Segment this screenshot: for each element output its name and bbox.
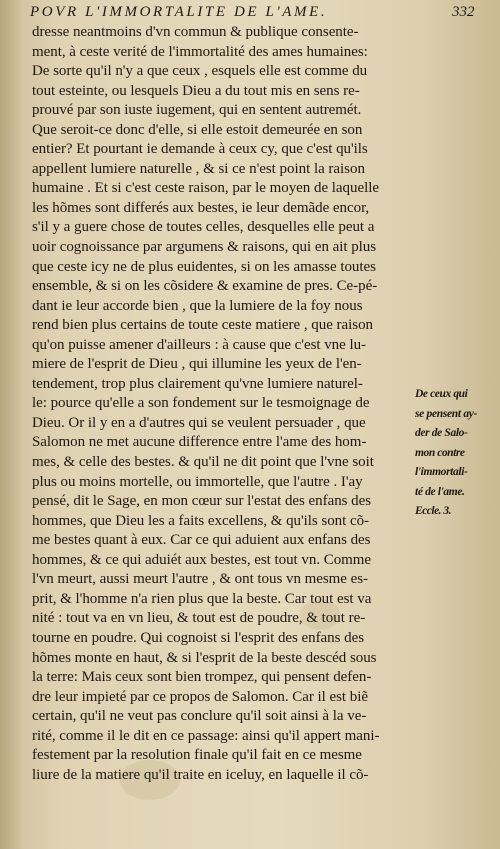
text-line: miere de l'esprit de Dieu , qui illumine les yeux de l'en- [32,356,362,373]
margin-note-line: De ceux qui [415,388,468,400]
text-line: dre leur impieté par ce propos de Salomon. Car il est biẽ [32,688,368,705]
text-line: liure de la matiere qu'il traite en iceluy, en laquelle il cõ- [32,766,369,783]
margin-note-line: mon contre [415,446,465,459]
margin-note-line: se pensent ay- [415,407,478,420]
text-line: prit, & l'homme n'a rien plus que la beste. Car tout est va [32,590,372,607]
gutter-shadow [0,0,22,849]
text-line: rité, comme il le dit en ce passage: ainsi qu'il appert mani- [32,727,380,744]
text-line: dant ie leur accorde bien , que la lumiere de la foy nous [32,297,363,314]
text-line: appellent lumiere naturelle , & si ce n'est point la raison [32,160,365,177]
text-line: que ceste icy ne de plus euidentes, si on les amasse toutes [32,258,376,275]
margin-note-line: der de Salo- [415,427,468,440]
text-line: prouvé par son iuste iugement, qui en sentent autremét. [32,102,362,119]
running-title: POVR L'IMMORTALITE DE L'AME. [30,4,328,20]
text-line: festement par la resolution finale qu'il fait en ce mesme [32,747,362,764]
running-head [0,4,500,24]
text-line: me bestes quant à eux. Car ce qui aduient aux enfans des [32,532,371,549]
text-line: plus ou moins mortelle, ou immortelle, que l'autre . I'ay [32,473,363,490]
text-line: ment, à ceste verité de l'immortalité des ames humaines: [32,43,368,60]
margin-note-line: té de l'ame. [415,485,465,498]
text-line: Salomon ne met aucune difference entre l'ame des hom- [32,434,367,451]
text-line: De sorte qu'il n'y a que ceux , esquels elle est comme du [32,63,368,80]
page-number: 332 [452,4,475,20]
text-line: les hõmes sont differés aux bestes, ie leur demãde encor, [32,199,370,216]
text-line: l'vn meurt, aussi meurt l'autre , & ont tous vn mesme es- [32,571,368,588]
text-line: rend bien plus certains de toute ceste matiere , que raison [32,317,374,334]
text-line: Que seroit-ce donc d'elle, si elle estoit demeurée en son [32,121,363,138]
text-line: nité : tout va en vn lieu, & tout est de poudre, & tout re- [32,610,366,627]
text-line: pensé, dit le Sage, en mon cœur sur l'estat des enfans des [32,493,372,510]
text-line: Dieu. Or il y en a d'autres qui se veulent persuader , que [32,414,366,431]
text-line: hommes, & ce qui aduiét aux bestes, est tout vn. Comme [32,551,372,568]
text-line: mes, & celle des bestes. & qu'il ne dit point que l'vne soit [32,454,374,471]
margin-note-line: l'immortali- [415,466,468,479]
text-line: entier? Et pourtant ie demande à ceux cy, que c'est qu'ils [32,141,368,158]
text-line: tendement, trop plus clairement qu'vne lumiere naturel- [32,375,363,392]
text-line: qu'on puisse amener d'ailleurs : à cause que c'est vne lu- [32,336,367,353]
text-line: hõmes monte en haut, & si l'esprit de la beste descéd sous [32,649,377,666]
text-line: dresse neantmoins d'vn commun & publique consente- [32,24,359,40]
text-line: ensemble, & si on les cõsidere & examine de pres. Ce-pé- [32,278,378,295]
text-line: tourne en poudre. Qui cognoist si l'esprit des enfans des [32,629,365,646]
text-line: le: pource qu'elle a son fondement sur le tesmoignage de [32,395,370,412]
text-line: tout esteinte, ou lesquels Dieu a du tout mis en sens re- [32,82,360,99]
text-line: s'il y a guere chose de toutes celles, desquelles elle peut a [32,219,375,236]
margin-note-line: Eccle. 3. [415,505,452,518]
body-text [32,23,414,785]
text-line: la terre: Mais ceux sont bien trompez, qui pensent defen- [32,669,372,686]
text-line: certain, qu'il ne veut pas conclure qu'il soit ainsi à la ve- [32,708,367,725]
text-line: hommes, que Dieu les a faits excellens, & qu'ils sont cõ- [32,512,370,529]
margin-note [415,385,499,522]
text-line: uoir cognoissance par argumens & raisons, qui en ait plus [32,239,377,256]
text-line: humaine . Et si c'est ceste raison, par le moyen de laquelle [32,180,380,197]
